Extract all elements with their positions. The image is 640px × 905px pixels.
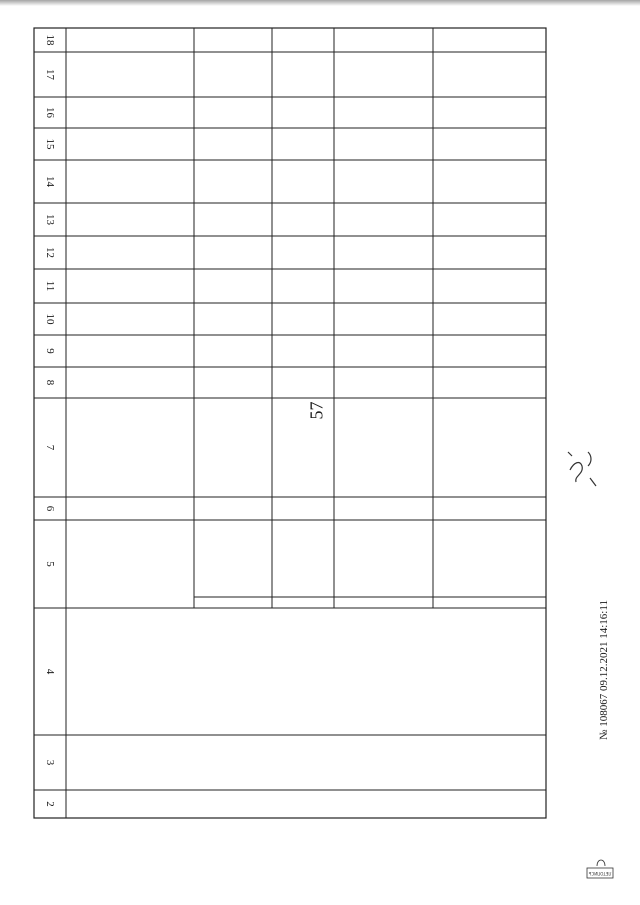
column-number: 17 bbox=[44, 69, 56, 80]
column-number: 9 bbox=[44, 348, 56, 354]
column-number: 6 bbox=[44, 505, 56, 512]
stamp-text: ЛЕТОПИСЬ bbox=[588, 871, 612, 876]
pen-scribble-icon bbox=[560, 446, 604, 496]
column-number: 16 bbox=[44, 107, 56, 118]
column-number: 11 bbox=[44, 280, 56, 292]
column-number: 13 bbox=[44, 214, 56, 225]
column-number: 18 bbox=[44, 34, 56, 46]
registry-stamp: № 108067 09.12.2021 14:16:11 bbox=[598, 600, 610, 740]
column-number: 7 bbox=[44, 444, 56, 451]
column-number: 10 bbox=[44, 313, 56, 325]
column-number: 12 bbox=[44, 247, 56, 258]
stamp-logo-icon bbox=[583, 850, 617, 886]
column-number: 15 bbox=[44, 138, 56, 150]
column-number: 4 bbox=[44, 668, 56, 675]
table-frame bbox=[34, 28, 546, 818]
column-number: 5 bbox=[44, 561, 56, 567]
column-number: 2 bbox=[44, 801, 56, 807]
column-number: 8 bbox=[44, 379, 56, 386]
column-number: 14 bbox=[44, 176, 56, 187]
page-number: 57 bbox=[306, 401, 327, 420]
column-number: 3 bbox=[44, 759, 56, 766]
